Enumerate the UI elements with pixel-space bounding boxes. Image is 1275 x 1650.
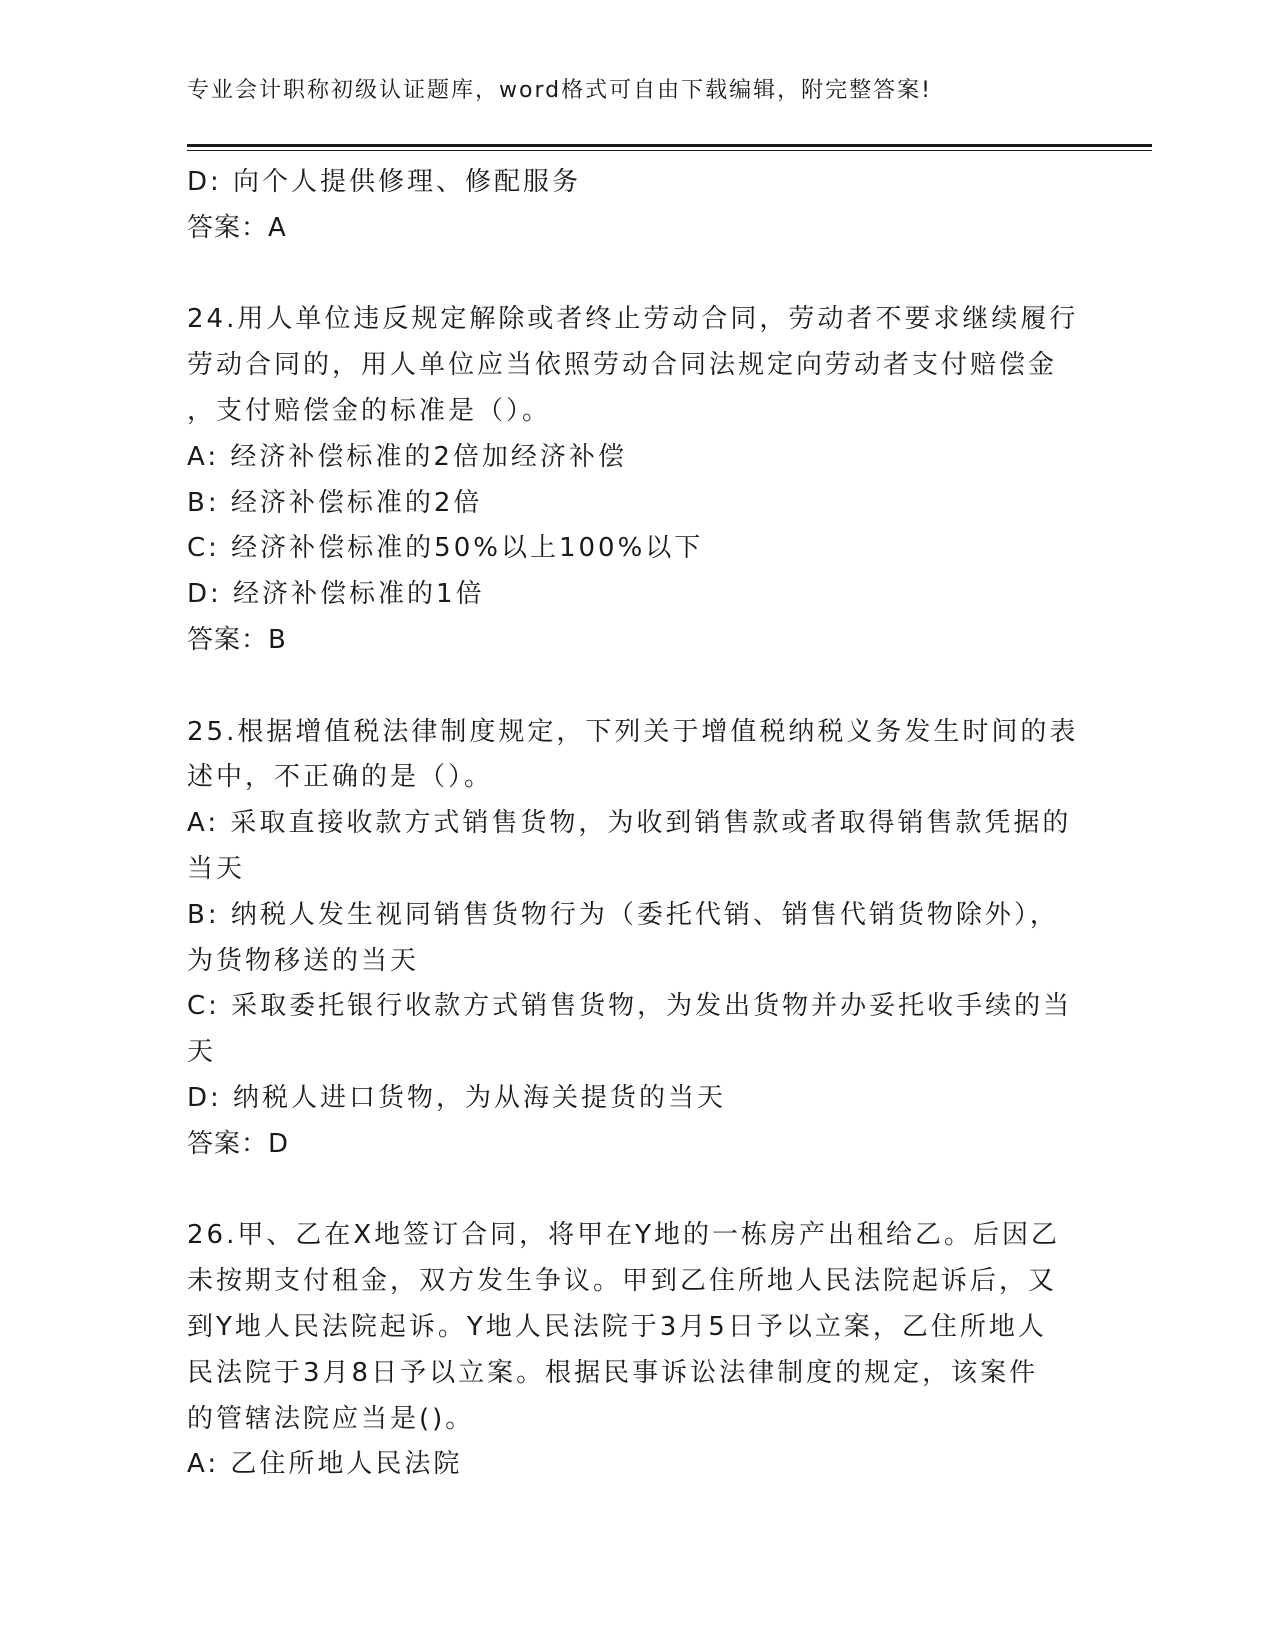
question-block — [187, 297, 1087, 663]
question-line: 当天 — [187, 853, 246, 884]
question-line: A: 经济补偿标准的2倍加经济补偿 — [187, 441, 627, 472]
question-line: 天 — [187, 1037, 217, 1068]
question-line: 的管辖法院应当是()。 — [187, 1403, 475, 1434]
question-line: D: 向个人提供修理、修配服务 — [187, 167, 582, 197]
question-line: 述中，不正确的是（）。 — [187, 762, 494, 793]
answer-line: 答案：A — [187, 212, 287, 243]
answer-line: 答案：D — [187, 1128, 290, 1159]
block-spacer — [187, 664, 1087, 710]
question-block — [187, 160, 1087, 252]
question-line: D: 纳税人进口货物，为从海关提货的当天 — [187, 1082, 727, 1113]
question-block — [187, 710, 1087, 1168]
answer-line: 答案：B — [187, 624, 287, 655]
question-line: 未按期支付租金，双方发生争议。甲到乙住所地人民法院起诉后，又 — [187, 1266, 1058, 1297]
question-line: D: 经济补偿标准的1倍 — [187, 579, 485, 610]
question-line: B: 纳税人发生视同销售货物行为（委托代销、销售代销货物除外）， — [187, 899, 1059, 930]
question-line: C: 采取委托银行收款方式销售货物，为发出货物并办妥托收手续的当 — [187, 991, 1073, 1022]
header-rule-thin — [187, 150, 1152, 151]
question-line: A: 采取直接收款方式销售货物，为收到销售款或者取得销售款凭据的 — [187, 808, 1072, 839]
question-line: 为货物移送的当天 — [187, 945, 420, 976]
question-line: B: 经济补偿标准的2倍 — [187, 487, 483, 518]
page-header: 专业会计职称初级认证题库，word格式可自由下载编辑，附完整答案! — [187, 78, 932, 103]
question-line: 26.甲、乙在X地签订合同，将甲在Y地的一栋房产出租给乙。后因乙 — [187, 1220, 1061, 1251]
question-line: 民法院于3月8日予以立案。根据民事诉讼法律制度的规定，该案件 — [187, 1357, 1039, 1388]
question-line: 25.根据增值税法律制度规定，下列关于增值税纳税义务发生时间的表 — [187, 716, 1079, 747]
block-spacer — [187, 252, 1087, 298]
question-line: 劳动合同的，用人单位应当依照劳动合同法规定向劳动者支付赔偿金 — [187, 350, 1058, 381]
question-line: C: 经济补偿标准的50%以上100%以下 — [187, 533, 704, 564]
question-line: 24.用人单位违反规定解除或者终止劳动合同，劳动者不要求继续履行 — [187, 304, 1079, 335]
question-content — [187, 160, 1087, 1488]
question-line: A: 乙住所地人民法院 — [187, 1449, 463, 1480]
header-rule-thick — [187, 144, 1152, 147]
question-line: ，支付赔偿金的标准是（）。 — [187, 395, 552, 426]
question-line: 到Y地人民法院起诉。Y地人民法院于3月5日予以立案，乙住所地人 — [187, 1311, 1047, 1342]
question-block — [187, 1213, 1087, 1488]
block-spacer — [187, 1168, 1087, 1214]
